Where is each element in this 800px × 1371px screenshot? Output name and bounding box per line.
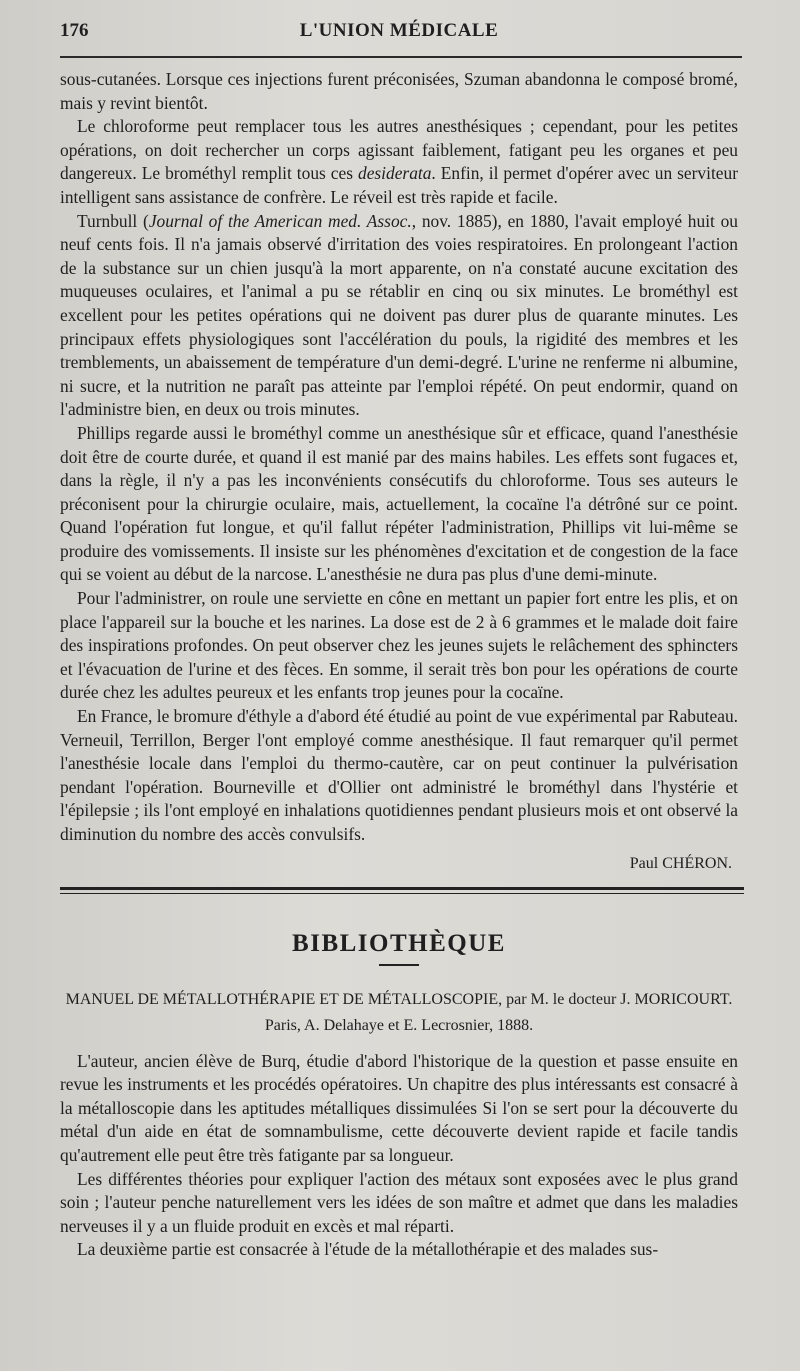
paragraph: sous-cutanées. Lorsque ces injections furent préconisées, Szuman abandonna le composé bromé, mais y revint bientôt. [60,69,738,113]
paragraph: L'auteur, ancien élève de Burq, étudie d'abord l'historique de la question et passe ensuite en revue les instruments et les procédés opératoires. Un chapitre des plus intéressants est consacré à la métalloscopie dans les aptitudes métalliques dissimulées Si l'on se sert pour la découverte du métal d'un aide en état de somnambulisme, cette découverte devient rapide et facile tandis qu'autrement elle peut être très fatigante par sa longueur. [60,1050,738,1165]
review-body [60,1050,738,1262]
italic-term: Journal of the American med. Assoc. [148,210,412,231]
book-author-prefix: par M. le docteur [506,990,617,1008]
paragraph: Phillips regarde aussi le brométhyl comme un anesthésique sûr et efficace, quand l'anesthésie doit être de courte durée, et quand il est manié par des mains habiles. Les effets sont fugaces et, dans la règle, il n'y a pas les inconvénients consécutifs du chloroforme. Tous ses auteurs le préconisent pour la chirurgie oculaire, mais, actuellement, la cocaïne l'a détrôné sur ce point. Quand l'opération fut longue, et qu'il fallut répéter l'administration, Phillips vit lui-même se produire des vomissements. Il insiste sur les phénomènes d'excitation et de congestion de la face qui se voient au début de la narcose. L'anesthésie ne dura pas plus d'une demi-minute. [60,422,738,585]
book-title: MANUEL DE MÉTALLOTHÉRAPIE ET DE MÉTALLOSCOPIE, [65,990,503,1008]
paragraph: Les différentes théories pour expliquer l'action des métaux sont exposées avec le plus grand soin ; l'auteur penche naturellement vers les idées de son maître et admet que dans les maladies nerveuses il y a un fluide produit en excès et mal réparti. [60,1168,738,1236]
paragraph: Turnbull (Journal of the American med. Assoc., nov. 1885), en 1880, l'avait employé huit ou neuf cents fois. Il n'a jamais observé d'irritation des voies respiratoires. En prolongeant l'action de la substance sur un chien jusqu'à la mort apparente, on n'a constaté aucune excitation des muqueuses oculaires, et l'animal a pu se rétablir en cinq ou six minutes. Le brométhyl est excellent pour les petites opérations qui ne doivent pas durer plus de quarante minutes. Les principaux effets physiologiques sont l'accélération du pouls, la rigidité des membres et les tremblements, un abaissement de température d'un demi-degré. L'urine ne renferme ni albumine, ni sucre, et la nutrition ne paraît pas atteinte par l'emploi répété. On peut endormir, quand on l'administre bien, en deux ou trois minutes. [60,210,739,420]
book-reference [60,988,738,1012]
title-underline [379,964,419,966]
paragraph: Pour l'administrer, on roule une serviette en cône en mettant un papier fort entre les plis, et on place l'appareil sur la bouche et les narines. La dose est de 2 à 6 grammes et le malade doit faire des inspirations profondes. On peut observer chez les jeunes sujets le relâchement des sphincters et l'évacuation de l'urine et des fèces. En somme, il serait très bon pour les opérations de courte durée chez les adultes peureux et les enfants trop jeunes pour la cocaïne. [60,588,738,703]
paragraph: En France, le bromure d'éthyle a d'abord été étudié au point de vue expérimental par Rabuteau. Verneuil, Terrillon, Berger l'ont employé comme anesthésique. Il faut remarquer qu'il permet l'anesthésie locale dans l'emploi du thermo-cautère, car on peut continuer la pulvérisation pendant l'opération. Bourneville et d'Ollier ont administré le brométhyl dans l'hystérie et l'épilepsie ; ils l'ont employé en inhalations quotidiennes pendant plusieurs mois et ont observé la diminution du nombre des accès convulsifs. [60,706,738,844]
section-title: BIBLIOTHÈQUE [292,929,506,957]
author-signature: Paul CHÉRON. [629,854,732,872]
article-body [60,68,738,847]
header-rule [60,56,742,58]
italic-term: desiderata [358,163,432,184]
section-divider [60,887,744,894]
book-publisher: Paris, A. Delahaye et E. Lecrosnier, 1888. [264,1016,534,1034]
running-title: L'UNION MÉDICALE [299,20,499,41]
paragraph: Le chloroforme peut remplacer tous les autres anesthésiques ; cependant, pour les petites opérations, on doit rechercher un corps agissant faiblement, fatigant peu les organes et peu dangereux. Le brométhyl remplit tous ces desiderata. Enfin, il permet d'opérer avec un serviteur intelligent sans assistance de confrère. Le réveil est très rapide et facile. [60,116,738,207]
page-header [60,18,738,48]
book-author: J. MORICOURT. [620,990,733,1008]
paragraph: La deuxième partie est consacrée à l'étude de la métallothérapie et des malades sus- [77,1239,659,1260]
page-number: 176 [60,20,89,41]
